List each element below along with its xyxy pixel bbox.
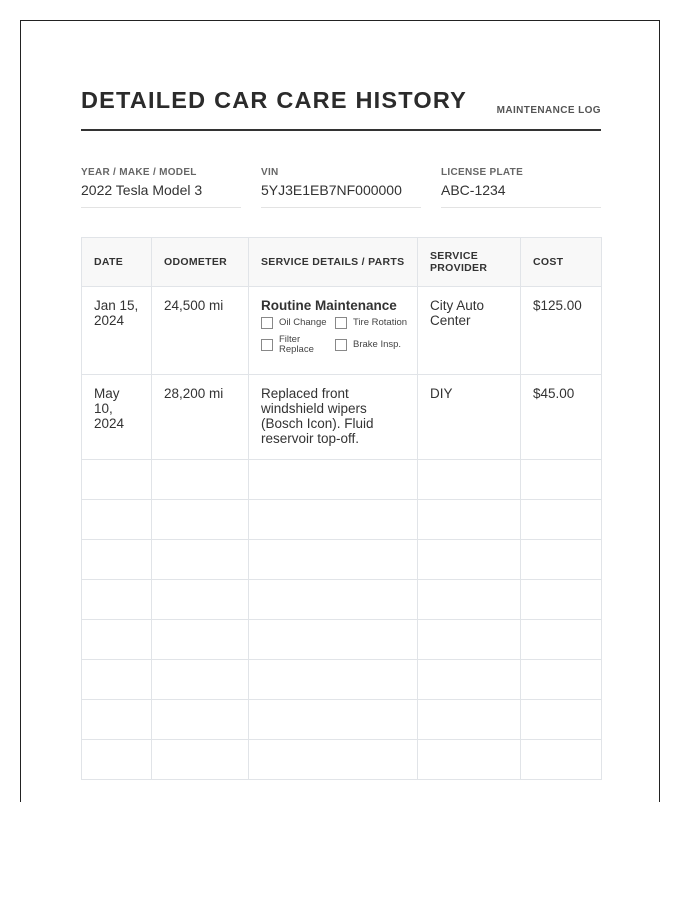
checklist-label: Brake Insp. — [353, 339, 402, 350]
vin-field — [261, 167, 421, 208]
empty-cell[interactable] — [152, 540, 249, 580]
checklist-item-brake-inspection[interactable] — [335, 335, 415, 355]
empty-table-row — [82, 740, 602, 780]
empty-cell[interactable] — [152, 700, 249, 740]
empty-cell[interactable] — [249, 500, 418, 540]
empty-cell[interactable] — [152, 740, 249, 780]
empty-cell[interactable] — [152, 620, 249, 660]
column-header-service-provider: SERVICE PROVIDER — [418, 238, 521, 287]
empty-cell[interactable] — [521, 580, 602, 620]
service-title: Routine Maintenance — [261, 298, 397, 313]
empty-cell[interactable] — [521, 700, 602, 740]
license-plate-field — [441, 167, 601, 208]
empty-cell[interactable] — [249, 620, 418, 660]
empty-cell[interactable] — [82, 740, 152, 780]
cell-cost: $125.00 — [521, 287, 602, 375]
cell-provider: DIY — [418, 375, 521, 460]
empty-table-row — [82, 660, 602, 700]
empty-cell[interactable] — [249, 460, 418, 500]
empty-cell[interactable] — [418, 540, 521, 580]
empty-table-row — [82, 700, 602, 740]
empty-cell[interactable] — [521, 500, 602, 540]
log-page — [20, 20, 660, 802]
empty-cell[interactable] — [418, 660, 521, 700]
cell-provider: City Auto Center — [418, 287, 521, 375]
checkbox[interactable] — [261, 339, 273, 351]
empty-cell[interactable] — [418, 500, 521, 540]
checklist-label: Tire Rotation — [353, 317, 408, 328]
vin-value: 5YJ3E1EB7NF000000 — [261, 182, 402, 198]
empty-cell[interactable] — [82, 460, 152, 500]
checkbox[interactable] — [261, 317, 273, 329]
vehicle-model-field — [81, 167, 241, 208]
empty-cell[interactable] — [82, 700, 152, 740]
empty-cell[interactable] — [82, 580, 152, 620]
empty-cell[interactable] — [82, 660, 152, 700]
empty-cell[interactable] — [521, 620, 602, 660]
cell-odometer: 28,200 mi — [152, 375, 249, 460]
empty-cell[interactable] — [82, 620, 152, 660]
license-plate-value: ABC-1234 — [441, 182, 506, 198]
table-row — [82, 287, 602, 375]
cell-cost: $45.00 — [521, 375, 602, 460]
table-row — [82, 375, 602, 460]
empty-cell[interactable] — [82, 540, 152, 580]
checklist-item-oil-change[interactable] — [261, 317, 335, 329]
page-title: DETAILED CAR CARE HISTORY — [81, 87, 467, 113]
empty-cell[interactable] — [249, 540, 418, 580]
cell-odometer: 24,500 mi — [152, 287, 249, 375]
vehicle-model-label: YEAR / MAKE / MODEL — [81, 167, 197, 178]
vehicle-model-value: 2022 Tesla Model 3 — [81, 182, 203, 198]
empty-cell[interactable] — [418, 580, 521, 620]
empty-cell[interactable] — [152, 500, 249, 540]
empty-cell[interactable] — [418, 700, 521, 740]
cell-date: Jan 15, 2024 — [82, 287, 152, 375]
empty-cell[interactable] — [249, 580, 418, 620]
service-history-table — [81, 237, 602, 780]
empty-cell[interactable] — [418, 620, 521, 660]
empty-cell[interactable] — [521, 460, 602, 500]
service-checklist — [261, 317, 408, 355]
empty-cell[interactable] — [82, 500, 152, 540]
column-header-date: DATE — [82, 238, 152, 287]
column-header-service-details: SERVICE DETAILS / PARTS — [249, 238, 418, 287]
empty-cell[interactable] — [521, 660, 602, 700]
page-subtitle: MAINTENANCE LOG — [496, 105, 601, 116]
empty-cell[interactable] — [249, 700, 418, 740]
empty-cell[interactable] — [249, 740, 418, 780]
empty-cell[interactable] — [152, 460, 249, 500]
empty-cell[interactable] — [418, 460, 521, 500]
checklist-label: Filter Replace — [279, 334, 314, 355]
checklist-label: Oil Change — [279, 317, 327, 328]
column-header-odometer: ODOMETER — [152, 238, 249, 287]
empty-cell[interactable] — [521, 540, 602, 580]
page-header — [81, 83, 601, 131]
checkbox[interactable] — [335, 317, 347, 329]
empty-cell[interactable] — [249, 660, 418, 700]
empty-table-row — [82, 580, 602, 620]
checklist-item-filter-replace[interactable] — [261, 335, 335, 355]
vin-label: VIN — [261, 167, 279, 178]
license-plate-label: LICENSE PLATE — [441, 167, 524, 178]
table-header-row — [82, 238, 602, 287]
empty-cell[interactable] — [418, 740, 521, 780]
cell-service-details: Replaced front windshield wipers (Bosch Icon). Fluid reservoir top-off. — [249, 375, 418, 460]
empty-cell[interactable] — [152, 580, 249, 620]
empty-cell[interactable] — [521, 740, 602, 780]
empty-table-row — [82, 620, 602, 660]
empty-table-row — [82, 500, 602, 540]
empty-table-row — [82, 460, 602, 500]
column-header-cost: COST — [521, 238, 602, 287]
cell-service-details — [249, 287, 418, 375]
cell-date: May 10, 2024 — [82, 375, 152, 460]
empty-table-row — [82, 540, 602, 580]
checkbox[interactable] — [335, 339, 347, 351]
empty-cell[interactable] — [152, 660, 249, 700]
checklist-item-tire-rotation[interactable] — [335, 317, 415, 329]
